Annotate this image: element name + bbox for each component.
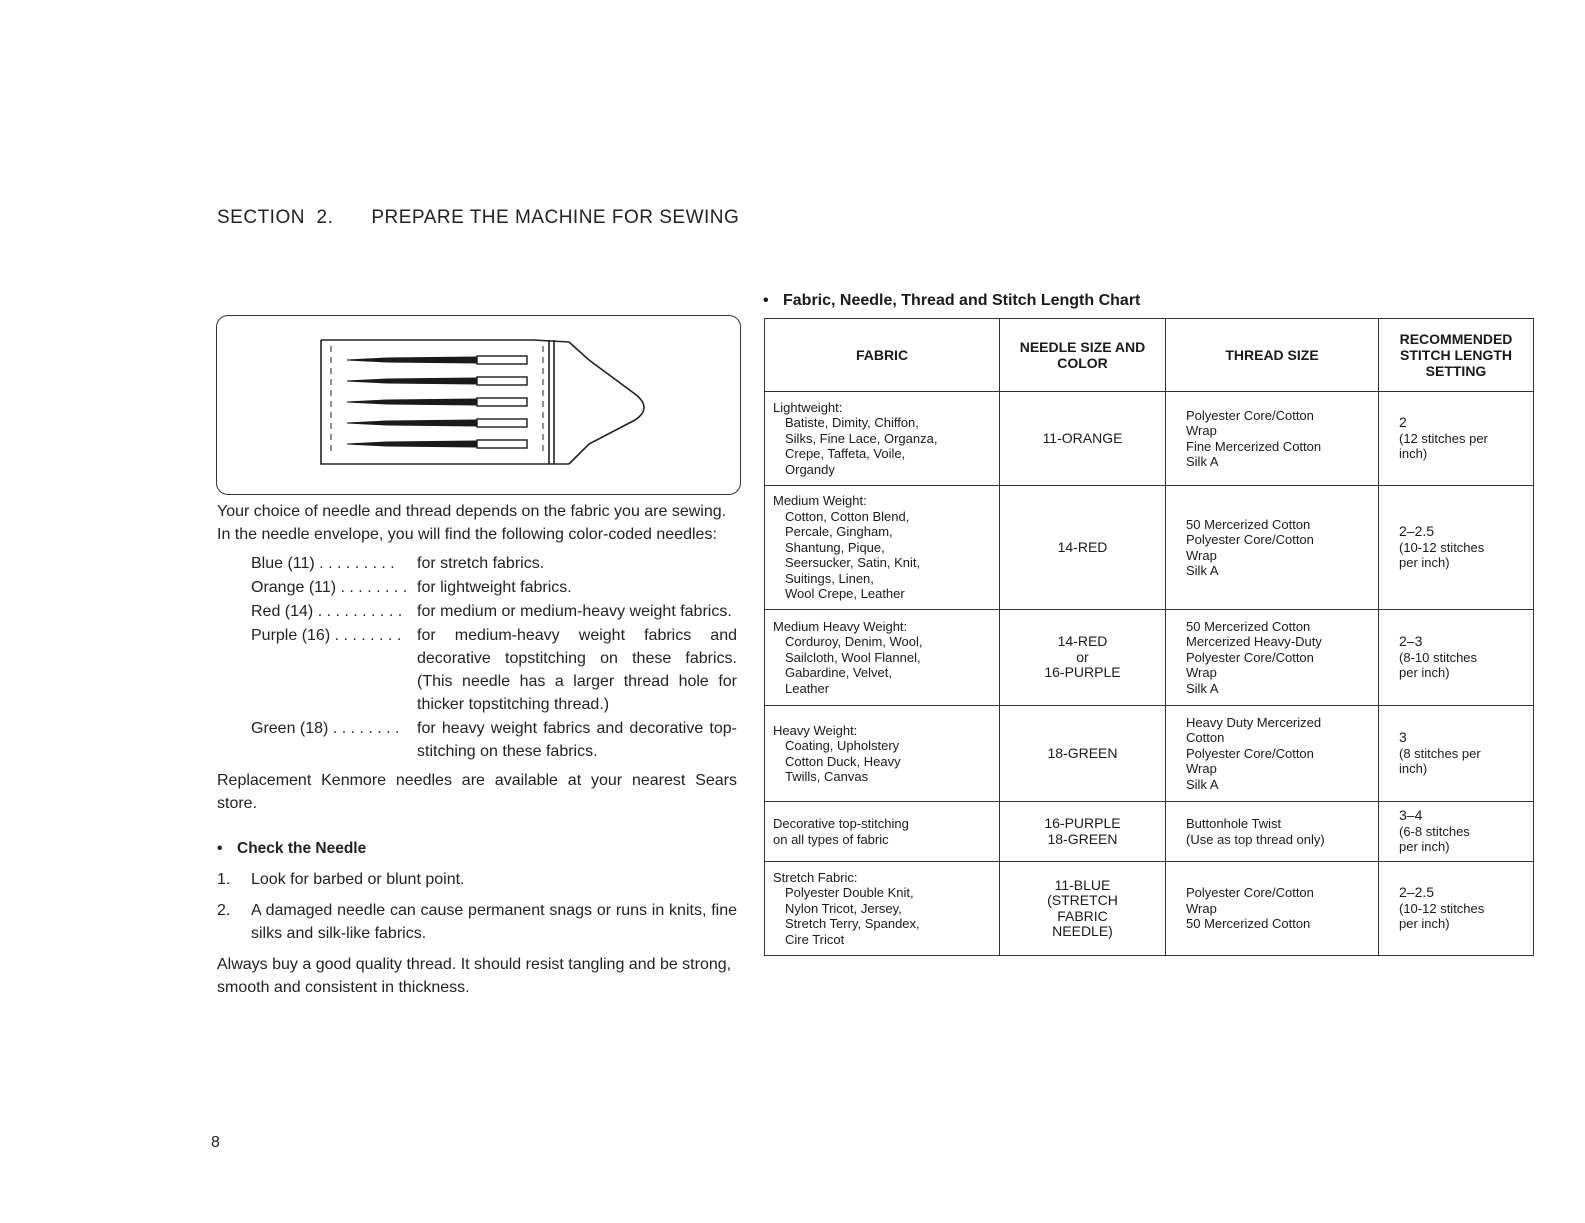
needle-desc: for medium or medium-heavy weight fabrics.	[417, 603, 732, 620]
table-row	[765, 706, 1534, 802]
needle-item-blue	[217, 552, 737, 575]
intro-choice: Your choice of needle and thread depends on the fabric you are sewing.	[217, 503, 727, 520]
list-item-number: 2.	[217, 902, 231, 919]
list-item	[217, 899, 737, 945]
needle-cell: 16-PURPLE 18-GREEN	[1000, 802, 1166, 862]
thread-quality-note: Always buy a good quality thread. It should resist tangling and be strong, smooth and consistent in thickness.	[217, 956, 732, 996]
stitch-cell: 3–4 (6-8 stitches per inch)	[1379, 802, 1534, 862]
section-number: SECTION 2.	[217, 207, 334, 228]
stitch-cell: 2–2.5 (10-12 stitches per inch)	[1379, 486, 1534, 610]
chart-title	[763, 292, 1140, 310]
fabric-cell: Medium Weight: Cotton, Cotton Blend, Percale, Gingham, Shantung, Pique, Seersucker, Satin, Knit, Suitings, Linen, Wool Crepe, Leather	[765, 486, 1000, 610]
needle-desc: for heavy weight fabrics and decorative top-stitching on these fabrics.	[417, 720, 737, 760]
needle-item-purple	[217, 624, 737, 716]
table-row	[765, 392, 1534, 486]
needle-item-red	[217, 600, 737, 623]
thread-cell: Buttonhole Twist (Use as top thread only)	[1166, 802, 1379, 862]
needle-label: Green (18) . . . . . . . .	[251, 720, 400, 737]
table-row	[765, 802, 1534, 862]
list-item-number: 1.	[217, 871, 231, 888]
bullet-icon: •	[763, 292, 769, 309]
needle-cell: 14-RED or 16-PURPLE	[1000, 610, 1166, 706]
needle-label: Red (14) . . . . . . . . . .	[251, 603, 403, 620]
list-item-text: A damaged needle can cause permanent snags or runs in knits, fine silks and silk-like fabrics.	[251, 902, 737, 942]
replacement-note: Replacement Kenmore needles are available at your nearest Sears store.	[217, 772, 737, 812]
fabric-cell: Medium Heavy Weight: Corduroy, Denim, Wool, Sailcloth, Wool Flannel, Gabardine, Velvet, Leather	[765, 610, 1000, 706]
thread-cell: Polyester Core/Cotton Wrap 50 Mercerized Cotton	[1166, 862, 1379, 956]
thread-cell: Heavy Duty Mercerized Cotton Polyester Core/Cotton Wrap Silk A	[1166, 706, 1379, 802]
chart-title-text: Fabric, Needle, Thread and Stitch Length Chart	[783, 292, 1141, 309]
section-title	[217, 207, 739, 229]
fabric-cell: Decorative top-stitching on all types of fabric	[765, 802, 1000, 862]
stitch-cell: 2–2.5 (10-12 stitches per inch)	[1379, 862, 1534, 956]
needle-desc: for lightweight fabrics.	[417, 579, 572, 596]
list-item-text: Look for barbed or blunt point.	[251, 871, 465, 888]
needle-envelope-illustration	[216, 315, 741, 495]
bullet-icon: •	[217, 840, 223, 857]
stitch-cell: 2–3 (8-10 stitches per inch)	[1379, 610, 1534, 706]
check-needle-list	[217, 868, 737, 945]
needle-1	[347, 356, 527, 364]
needle-cell: 11-ORANGE	[1000, 392, 1166, 486]
needle-desc: for medium-heavy weight fabrics and decorative topstitching on these fabrics. (This needle has a larger thread hole for thicker topstitching thread.)	[417, 627, 737, 713]
thread-cell: Polyester Core/Cotton Wrap Fine Mercerized Cotton Silk A	[1166, 392, 1379, 486]
intro-envelope: In the needle envelope, you will find the following color-coded needles:	[217, 526, 717, 543]
check-needle-heading	[217, 837, 737, 860]
stitch-cell: 2 (12 stitches per inch)	[1379, 392, 1534, 486]
needle-cell: 11-BLUE (STRETCH FABRIC NEEDLE)	[1000, 862, 1166, 956]
needle-list	[217, 552, 737, 763]
needle-label: Orange (11) . . . . . . . .	[251, 579, 408, 596]
needle-label: Blue (11) . . . . . . . . .	[251, 555, 395, 572]
fabric-cell: Lightweight: Batiste, Dimity, Chiffon, Silks, Fine Lace, Organza, Crepe, Taffeta, Voile, Organdy	[765, 392, 1000, 486]
needle-desc: for stretch fabrics.	[417, 555, 545, 572]
needle-item-orange	[217, 576, 737, 599]
header-needle: NEEDLE SIZE AND COLOR	[1000, 319, 1166, 392]
fabric-cell: Heavy Weight: Coating, Upholstery Cotton Duck, Heavy Twills, Canvas	[765, 706, 1000, 802]
needle-cell: 18-GREEN	[1000, 706, 1166, 802]
stitch-cell: 3 (8 stitches per inch)	[1379, 706, 1534, 802]
thread-cell: 50 Mercerized Cotton Mercerized Heavy-Duty Polyester Core/Cotton Wrap Silk A	[1166, 610, 1379, 706]
needle-cell: 14-RED	[1000, 486, 1166, 610]
header-thread: THREAD SIZE	[1166, 319, 1379, 392]
table-row	[765, 486, 1534, 610]
list-item	[217, 868, 737, 891]
page-number: 8	[211, 1134, 220, 1151]
needle-item-green	[217, 717, 737, 763]
fabric-cell: Stretch Fabric: Polyester Double Knit, Nylon Tricot, Jersey, Stretch Terry, Spandex, Cire Tricot	[765, 862, 1000, 956]
header-stitch: RECOMMENDED STITCH LENGTH SETTING	[1379, 319, 1534, 392]
fabric-needle-thread-chart	[764, 318, 1534, 956]
header-fabric: FABRIC	[765, 319, 1000, 392]
thread-cell: 50 Mercerized Cotton Polyester Core/Cotton Wrap Silk A	[1166, 486, 1379, 610]
section-heading: PREPARE THE MACHINE FOR SEWING	[371, 207, 740, 228]
table-row	[765, 610, 1534, 706]
needle-label: Purple (16) . . . . . . . .	[251, 627, 402, 644]
table-row	[765, 862, 1534, 956]
needle-envelope-drawing	[217, 316, 742, 496]
check-needle-title: Check the Needle	[237, 840, 367, 857]
left-column	[217, 500, 737, 999]
chart-header-row	[765, 319, 1534, 392]
